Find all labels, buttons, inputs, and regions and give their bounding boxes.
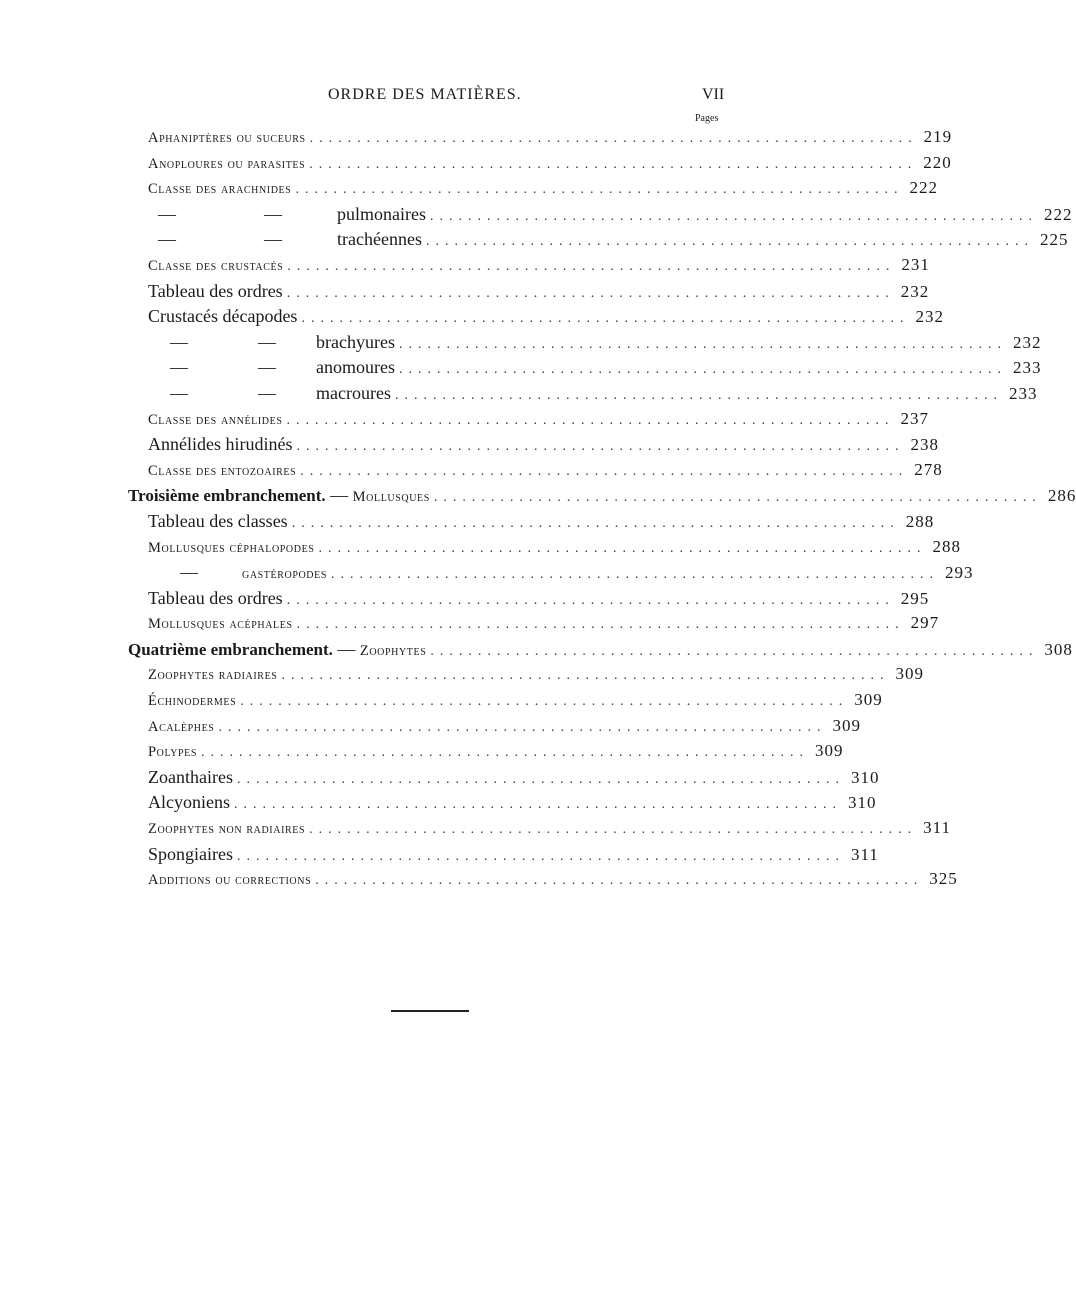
ditto-dash: —	[180, 562, 198, 583]
ditto-dash: —	[258, 331, 276, 352]
toc-entry	[0, 178, 938, 204]
entry-label: gastéropodes	[242, 566, 327, 583]
entry-page: 311	[923, 818, 952, 838]
toc-entry	[0, 127, 953, 153]
toc-entry	[0, 331, 1042, 358]
dot-leader: ................................................................	[286, 412, 895, 428]
entry-page: 222	[1043, 204, 1073, 224]
dot-leader: ................................................................	[309, 131, 918, 146]
toc-entry	[0, 741, 844, 767]
page-header	[0, 86, 800, 110]
entry-page: 310	[847, 793, 877, 813]
entry-page: 232	[1012, 332, 1042, 352]
dot-leader: ................................................................	[201, 745, 810, 761]
dot-leader: ................................................................	[433, 490, 1042, 506]
pages-column-label: Pages	[695, 113, 719, 124]
toc-entry	[0, 203, 1073, 230]
dot-leader: ................................................................	[296, 439, 905, 455]
ditto-dash: —	[158, 229, 176, 250]
toc-entry	[0, 357, 1042, 383]
dot-leader: ................................................................	[281, 668, 890, 684]
entry-label: Échinodermes	[148, 693, 237, 710]
entry-label: Zoophytes non radiaires	[148, 821, 306, 838]
toc-entry	[0, 229, 1069, 255]
dot-leader: ................................................................	[430, 643, 1039, 659]
ditto-dash: —	[264, 229, 282, 250]
dot-leader: ................................................................	[429, 208, 1038, 224]
entry-page: 238	[910, 435, 939, 455]
toc-entry	[0, 613, 940, 639]
entry-page: 233	[1008, 383, 1038, 403]
ditto-dash: —	[170, 331, 188, 352]
dot-leader: ................................................................	[309, 156, 918, 172]
toc-entry	[0, 434, 939, 460]
dot-leader: ................................................................	[300, 463, 909, 479]
toc-entry	[0, 664, 924, 690]
toc-entry	[0, 510, 935, 537]
entry-label: Aphaniptères ou suceurs	[148, 130, 306, 146]
dot-leader: ................................................................	[291, 515, 900, 531]
ditto-dash: —	[264, 203, 282, 224]
entry-page: 219	[923, 127, 953, 146]
ditto-dash: —	[258, 382, 276, 403]
toc-entry	[0, 766, 880, 793]
dot-leader: ................................................................	[286, 592, 895, 608]
entry-label: Mollusques céphalopodes	[148, 539, 315, 556]
dot-leader: ................................................................	[287, 258, 896, 274]
entry-label: anomoures	[316, 357, 395, 378]
toc-entry	[0, 792, 877, 818]
dot-leader: ................................................................	[398, 336, 1007, 352]
entry-page: 309	[815, 741, 844, 761]
entry-label: Zoophytes radiaires	[148, 667, 278, 684]
toc-entry	[0, 715, 861, 742]
toc-entry	[0, 690, 883, 716]
toc-entry	[0, 818, 952, 844]
entry-label: macroures	[316, 382, 391, 403]
entry-page: 310	[850, 767, 880, 787]
entry-page: 311	[851, 844, 879, 864]
heading-separator: —	[332, 638, 360, 659]
entry-page: 278	[914, 459, 943, 479]
entry-label: Additions ou corrections	[148, 872, 312, 889]
dot-leader: ................................................................	[425, 234, 1034, 250]
dot-leader: ................................................................	[309, 822, 918, 838]
entry-page: 232	[900, 281, 930, 301]
entry-label: Crustacés décapodes	[148, 306, 298, 327]
entry-page: 288	[905, 511, 935, 531]
dot-leader: ................................................................	[295, 182, 904, 198]
dot-leader: ................................................................	[233, 797, 842, 813]
entry-label: Classe des crustacés	[148, 257, 284, 274]
dot-leader: ................................................................	[318, 540, 927, 556]
entry-page: 286	[1047, 486, 1076, 506]
entry-label: Tableau des ordres	[148, 587, 283, 608]
entry-label: Tableau des classes	[148, 510, 288, 531]
table-of-contents	[0, 127, 1076, 895]
entry-page: 233	[1012, 358, 1042, 378]
entry-label: Annélides hirudinés	[148, 434, 293, 455]
ditto-dash: —	[258, 357, 276, 378]
toc-entry	[0, 536, 961, 563]
entry-page: 309	[895, 664, 924, 684]
entry-label: Classe des annélides	[148, 411, 283, 428]
dot-leader: ................................................................	[301, 311, 910, 327]
dot-leader: ................................................................	[286, 285, 895, 301]
entry-label: Mollusques	[352, 489, 430, 506]
entry-page: 325	[929, 869, 958, 889]
toc-entry	[0, 152, 952, 179]
dot-leader: ................................................................	[236, 771, 845, 787]
dot-leader: ................................................................	[331, 567, 939, 583]
toc-entry	[0, 587, 930, 614]
ditto-dash: —	[170, 357, 188, 378]
toc-entry	[0, 254, 930, 281]
heading-separator: —	[325, 485, 353, 506]
dot-leader: ................................................................	[218, 719, 827, 735]
ditto-dash: —	[158, 203, 176, 224]
toc-entry	[0, 869, 958, 895]
section-heading: Troisième embranchement.	[128, 486, 326, 506]
entry-label: Classe des arachnides	[148, 181, 292, 198]
dot-leader: ................................................................	[398, 362, 1007, 378]
toc-entry	[0, 485, 1076, 511]
entry-page: 232	[915, 307, 944, 327]
entry-page: 225	[1039, 230, 1069, 250]
toc-entry	[0, 638, 1073, 665]
toc-entry	[0, 382, 1038, 409]
toc-entry	[0, 408, 929, 435]
running-title: ORDRE DES MATIÈRES.	[328, 86, 522, 103]
entry-label: Spongiaires	[148, 843, 233, 864]
entry-page: 220	[923, 152, 952, 172]
closing-rule	[391, 1010, 469, 1012]
entry-label: brachyures	[316, 331, 395, 352]
dot-leader: ................................................................	[240, 694, 849, 710]
entry-page: 309	[854, 690, 883, 710]
entry-page: 231	[901, 254, 930, 274]
entry-page: 297	[910, 613, 940, 633]
toc-entry	[0, 306, 944, 332]
ditto-dash: —	[170, 382, 188, 403]
section-heading: Quatrième embranchement.	[128, 639, 333, 659]
entry-label: Anoploures ou parasites	[148, 155, 306, 172]
entry-page: 309	[832, 715, 861, 735]
entry-page: 295	[900, 588, 930, 608]
entry-label: Zoophytes	[359, 642, 427, 659]
dot-leader: ................................................................	[394, 387, 1003, 403]
toc-entry	[0, 843, 879, 870]
entry-label: Tableau des ordres	[148, 280, 283, 301]
entry-page: 293	[945, 563, 974, 583]
entry-page: 237	[900, 408, 929, 428]
toc-entry	[0, 280, 930, 307]
toc-entry	[0, 562, 974, 588]
entry-label: Acalèphes	[148, 718, 215, 735]
dot-leader: ................................................................	[296, 617, 905, 633]
entry-page: 308	[1044, 639, 1073, 659]
entry-label: Polypes	[148, 744, 198, 761]
entry-label: Zoanthaires	[148, 766, 233, 787]
dot-leader: ................................................................	[237, 848, 845, 864]
dot-leader: ................................................................	[315, 873, 924, 889]
entry-page: 222	[909, 178, 938, 198]
toc-entry	[0, 459, 943, 486]
entry-label: Mollusques acéphales	[148, 616, 293, 633]
entry-label: pulmonaires	[337, 203, 426, 224]
entry-page: 288	[932, 536, 961, 556]
entry-label: trachéennes	[337, 229, 422, 250]
entry-label: Classe des entozoaires	[148, 462, 297, 479]
entry-label: Alcyoniens	[148, 792, 230, 813]
page-number: VII	[702, 86, 725, 103]
